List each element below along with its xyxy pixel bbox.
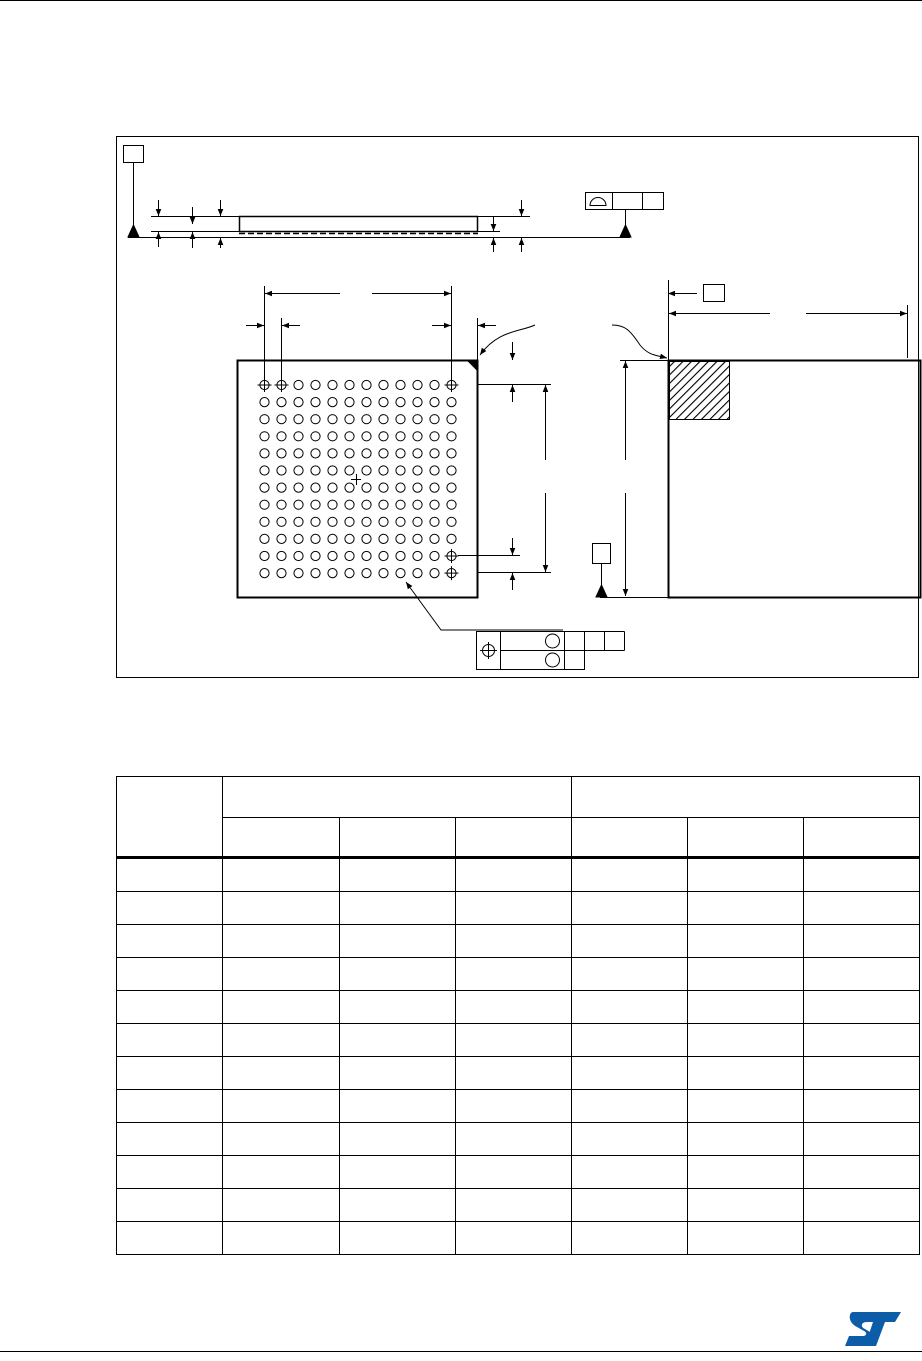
table-cell <box>340 892 456 925</box>
table-cell <box>572 1024 688 1057</box>
table-cell <box>804 1024 920 1057</box>
table-row <box>117 1123 920 1156</box>
solder-ball <box>362 398 371 407</box>
solder-ball <box>396 517 405 526</box>
table-cell <box>340 1156 456 1189</box>
solder-ball <box>311 398 320 407</box>
table-row <box>117 1222 920 1255</box>
solder-ball <box>277 500 286 509</box>
solder-ball <box>277 432 286 441</box>
solder-ball <box>413 449 422 458</box>
solder-ball <box>277 534 286 543</box>
solder-ball <box>328 380 337 389</box>
table-cell <box>456 991 572 1024</box>
table-cell <box>572 1222 688 1255</box>
solder-ball <box>413 551 422 560</box>
table-cell <box>804 892 920 925</box>
solder-ball <box>260 466 269 475</box>
solder-ball <box>294 398 303 407</box>
solder-ball <box>294 449 303 458</box>
side-view <box>124 146 664 253</box>
table-cell <box>572 991 688 1024</box>
solder-ball <box>328 534 337 543</box>
solder-ball <box>277 517 286 526</box>
solder-ball <box>362 415 371 424</box>
solder-ball <box>328 517 337 526</box>
solder-ball <box>328 569 337 578</box>
table-cell <box>117 1222 223 1255</box>
solder-ball <box>294 432 303 441</box>
table-row <box>117 991 920 1024</box>
solder-ball <box>430 466 439 475</box>
table-cell <box>117 1156 223 1189</box>
solder-ball <box>379 466 388 475</box>
solder-ball <box>311 551 320 560</box>
package-body <box>240 217 478 232</box>
table-cell <box>804 1222 920 1255</box>
solder-ball <box>362 449 371 458</box>
table-cell <box>223 958 340 991</box>
table-cell <box>456 958 572 991</box>
solder-ball <box>311 380 320 389</box>
solder-ball <box>396 569 405 578</box>
solder-ball <box>328 398 337 407</box>
table-cell <box>456 1024 572 1057</box>
solder-ball <box>430 551 439 560</box>
solder-ball <box>379 380 388 389</box>
table-header-cell <box>804 818 920 858</box>
solder-ball <box>277 551 286 560</box>
solder-ball <box>430 483 439 492</box>
solder-ball <box>379 517 388 526</box>
solder-ball <box>447 534 456 543</box>
table-cell <box>456 1057 572 1090</box>
solder-ball <box>379 415 388 424</box>
solder-ball <box>345 500 354 509</box>
table-cell <box>223 1189 340 1222</box>
solder-ball <box>328 466 337 475</box>
table-cell <box>117 858 223 892</box>
solder-ball <box>379 500 388 509</box>
table-header-cell <box>340 818 456 858</box>
table-cell <box>117 1057 223 1090</box>
top-view <box>593 280 921 598</box>
solder-ball <box>396 500 405 509</box>
table-cell <box>688 1024 804 1057</box>
table-cell <box>688 991 804 1024</box>
table-cell <box>117 925 223 958</box>
table-row <box>117 1189 920 1222</box>
table-header-cell <box>223 777 572 818</box>
pin1-marking <box>670 362 730 420</box>
table-cell <box>804 1057 920 1090</box>
solder-ball <box>294 415 303 424</box>
table-cell <box>572 892 688 925</box>
solder-ball <box>362 483 371 492</box>
solder-ball <box>430 398 439 407</box>
solder-ball <box>362 432 371 441</box>
table-cell <box>572 858 688 892</box>
solder-ball <box>413 569 422 578</box>
solder-ball <box>447 415 456 424</box>
solder-ball <box>260 398 269 407</box>
table-cell <box>688 925 804 958</box>
solder-ball <box>311 415 320 424</box>
table-cell <box>572 1123 688 1156</box>
st-logo <box>843 1310 903 1350</box>
table-row <box>117 1090 920 1123</box>
solder-ball <box>447 500 456 509</box>
solder-ball <box>379 569 388 578</box>
solder-ball <box>447 466 456 475</box>
solder-ball <box>345 466 354 475</box>
table-header-cell <box>456 818 572 858</box>
solder-ball <box>345 380 354 389</box>
solder-ball <box>311 483 320 492</box>
table-cell <box>456 892 572 925</box>
solder-ball <box>260 432 269 441</box>
solder-ball <box>328 483 337 492</box>
table-cell <box>456 1090 572 1123</box>
solder-ball <box>447 483 456 492</box>
solder-ball <box>260 534 269 543</box>
solder-ball <box>379 483 388 492</box>
solder-ball <box>328 449 337 458</box>
table-cell <box>688 1057 804 1090</box>
table-cell <box>804 1156 920 1189</box>
solder-ball <box>311 466 320 475</box>
table-header-cell <box>688 818 804 858</box>
solder-ball <box>260 551 269 560</box>
solder-ball <box>447 449 456 458</box>
solder-ball <box>379 398 388 407</box>
solder-ball <box>277 449 286 458</box>
solder-ball <box>260 415 269 424</box>
solder-ball <box>311 534 320 543</box>
flatness-icon <box>586 193 664 210</box>
table-cell <box>223 991 340 1024</box>
solder-ball <box>396 534 405 543</box>
table-cell <box>688 958 804 991</box>
table-header-cell <box>572 777 920 818</box>
table-cell <box>340 1057 456 1090</box>
solder-ball <box>260 569 269 578</box>
table-cell <box>223 1057 340 1090</box>
table-cell <box>804 1090 920 1123</box>
solder-ball <box>396 398 405 407</box>
table-cell <box>340 858 456 892</box>
table-cell <box>456 1189 572 1222</box>
table-cell <box>688 892 804 925</box>
solder-ball <box>328 551 337 560</box>
solder-ball <box>277 466 286 475</box>
table-row <box>117 1024 920 1057</box>
table-cell <box>688 858 804 892</box>
solder-ball <box>345 551 354 560</box>
solder-ball <box>277 398 286 407</box>
solder-ball <box>362 500 371 509</box>
solder-ball <box>430 415 439 424</box>
solder-ball <box>362 380 371 389</box>
table-cell <box>456 858 572 892</box>
solder-ball <box>430 569 439 578</box>
position-icon <box>477 632 625 670</box>
solder-ball <box>294 569 303 578</box>
table-cell <box>117 1090 223 1123</box>
datum-box-seating-plane <box>124 146 144 163</box>
table-cell <box>117 1189 223 1222</box>
solder-ball <box>430 449 439 458</box>
solder-ball <box>362 534 371 543</box>
solder-ball <box>311 449 320 458</box>
table-cell <box>804 1123 920 1156</box>
solder-ball <box>396 432 405 441</box>
solder-ball <box>379 449 388 458</box>
table-cell <box>456 1123 572 1156</box>
table-cell <box>804 1189 920 1222</box>
solder-ball <box>413 517 422 526</box>
table-cell <box>340 1222 456 1255</box>
solder-ball <box>345 398 354 407</box>
table-cell <box>340 1024 456 1057</box>
table-row <box>117 925 920 958</box>
table-header-cell <box>117 777 223 858</box>
table-cell <box>223 1123 340 1156</box>
solder-ball <box>447 517 456 526</box>
table-cell <box>223 858 340 892</box>
table-cell <box>804 958 920 991</box>
solder-ball <box>294 534 303 543</box>
table-cell <box>572 925 688 958</box>
table-cell <box>688 1156 804 1189</box>
solder-ball <box>362 466 371 475</box>
solder-ball <box>430 534 439 543</box>
solder-ball <box>362 551 371 560</box>
solder-ball <box>294 551 303 560</box>
table-cell <box>223 892 340 925</box>
solder-ball <box>396 466 405 475</box>
table-cell <box>223 1222 340 1255</box>
table-cell <box>456 1156 572 1189</box>
solder-ball <box>294 517 303 526</box>
solder-ball <box>294 500 303 509</box>
table-header-row <box>117 777 920 818</box>
solder-ball <box>413 398 422 407</box>
solder-ball <box>362 517 371 526</box>
solder-ball <box>345 415 354 424</box>
table-cell <box>117 892 223 925</box>
table-row <box>117 858 920 892</box>
table-cell <box>572 1057 688 1090</box>
solder-ball <box>311 569 320 578</box>
solder-ball <box>260 483 269 492</box>
table-cell <box>117 1123 223 1156</box>
solder-ball <box>277 415 286 424</box>
table-cell <box>340 1123 456 1156</box>
solder-ball <box>328 500 337 509</box>
solder-ball <box>277 483 286 492</box>
solder-ball <box>362 569 371 578</box>
table-cell <box>223 925 340 958</box>
table-cell <box>223 1090 340 1123</box>
table-cell <box>223 1156 340 1189</box>
table-cell <box>117 1024 223 1057</box>
solder-ball <box>345 449 354 458</box>
table-header-cell <box>572 818 688 858</box>
solder-ball <box>430 432 439 441</box>
solder-ball <box>328 432 337 441</box>
dimensions-table <box>116 776 920 1255</box>
solder-ball <box>430 380 439 389</box>
table-row <box>117 892 920 925</box>
solder-ball <box>413 534 422 543</box>
solder-ball <box>345 534 354 543</box>
table-cell <box>572 1090 688 1123</box>
solder-ball <box>396 483 405 492</box>
solder-ball <box>396 449 405 458</box>
table-cell <box>117 991 223 1024</box>
solder-ball <box>260 449 269 458</box>
table-row <box>117 958 920 991</box>
solder-ball <box>413 432 422 441</box>
table-cell <box>804 925 920 958</box>
table-cell <box>456 925 572 958</box>
solder-ball <box>413 415 422 424</box>
table-subheader-row <box>117 818 920 858</box>
solder-ball <box>294 483 303 492</box>
solder-ball <box>260 517 269 526</box>
datum-box-top <box>704 285 725 302</box>
table-cell <box>340 1090 456 1123</box>
solder-ball <box>413 466 422 475</box>
solder-ball <box>345 483 354 492</box>
solder-ball <box>396 551 405 560</box>
solder-ball <box>345 569 354 578</box>
solder-ball <box>277 569 286 578</box>
table-cell <box>804 991 920 1024</box>
solder-ball <box>447 398 456 407</box>
solder-ball <box>345 432 354 441</box>
solder-ball <box>379 551 388 560</box>
table-cell <box>572 1156 688 1189</box>
table-cell <box>117 958 223 991</box>
solder-ball <box>396 380 405 389</box>
solder-ball <box>413 380 422 389</box>
solder-ball <box>260 500 269 509</box>
solder-ball <box>345 517 354 526</box>
solder-ball <box>430 517 439 526</box>
table-body <box>117 858 920 1255</box>
solder-ball <box>311 500 320 509</box>
solder-ball <box>396 415 405 424</box>
table-cell <box>456 1222 572 1255</box>
solder-ball <box>294 380 303 389</box>
table-cell <box>340 991 456 1024</box>
table-cell <box>223 1024 340 1057</box>
table-cell <box>804 858 920 892</box>
table-cell <box>688 1090 804 1123</box>
solder-ball <box>379 432 388 441</box>
table-cell <box>340 925 456 958</box>
table-cell <box>572 958 688 991</box>
solder-ball <box>413 483 422 492</box>
solder-ball <box>294 466 303 475</box>
table-cell <box>340 958 456 991</box>
table-row <box>117 1156 920 1189</box>
table-cell <box>572 1189 688 1222</box>
table-cell <box>340 1189 456 1222</box>
datum-box-side <box>593 544 611 564</box>
table-header-cell <box>223 818 340 858</box>
solder-ball <box>311 517 320 526</box>
solder-ball <box>430 500 439 509</box>
solder-ball <box>311 432 320 441</box>
solder-ball <box>413 500 422 509</box>
table-cell <box>688 1189 804 1222</box>
table-row <box>117 1057 920 1090</box>
solder-ball <box>447 432 456 441</box>
table-cell <box>688 1222 804 1255</box>
table-cell <box>688 1123 804 1156</box>
solder-ball <box>379 534 388 543</box>
solder-ball <box>328 415 337 424</box>
